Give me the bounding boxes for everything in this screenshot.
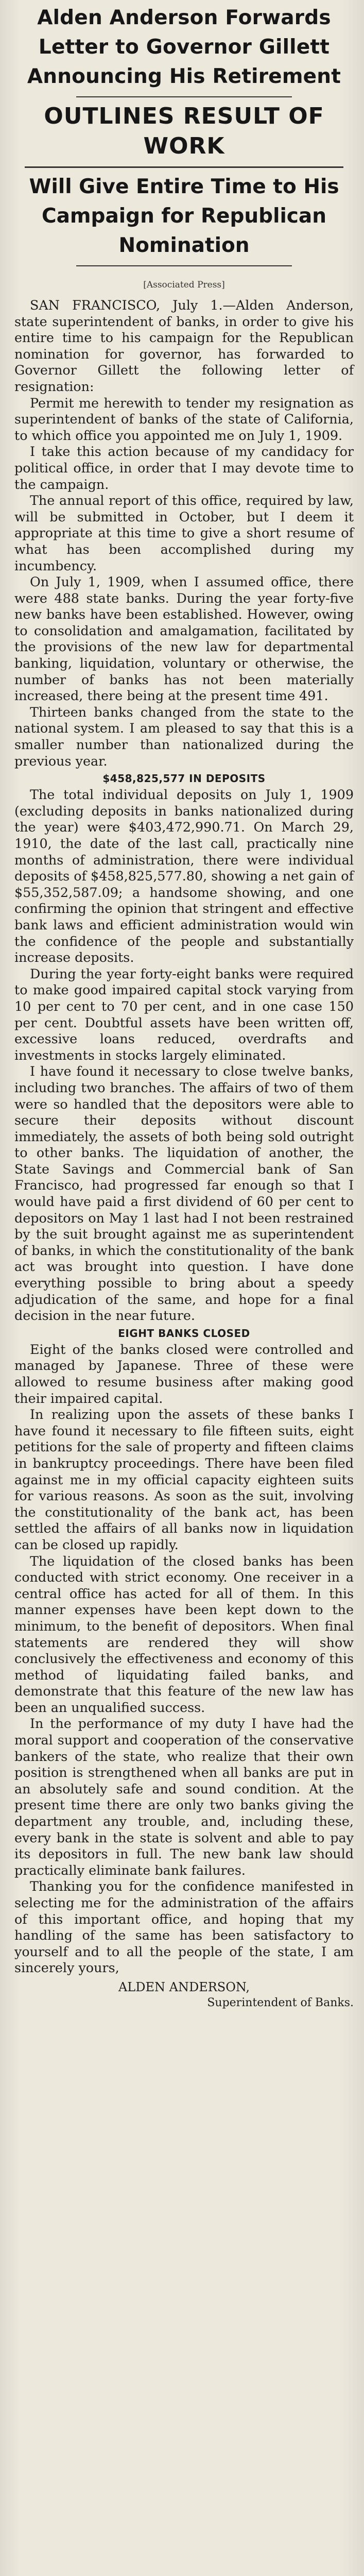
wire-credit: [Associated Press] (143, 280, 225, 290)
headline-rule (25, 166, 343, 168)
headline-rule (76, 265, 292, 266)
article-paragraph: Thirteen banks changed from the state to the national system. I am pleased to say that this is a smaller number than nationalized during the previous year. (14, 704, 354, 769)
article-paragraph: I have found it necessary to close twelve banks, including two branches. The affairs of two of them were so handled that the depositors were able to secure their deposits without discount immediately, the assets of both being sold outright to other banks. The liquidation of another, the State Savings and Commercial bank of San Francisco, had progressed far enough so that I would have paid a first dividend of 60 per cent to depositors on May 1 last had I not been restrained by the suit brought against me as superintendent of banks, in which the constitutionality of the bank act was brought into question. I have done everything possible to bring about a speedy adjudication of the same, and hope for a final decision in the near future. (14, 1063, 354, 1324)
article-paragraph: During the year forty-eight banks were required to make good impaired capital stock varying from 10 per cent to 70 per cent, and in one case 150 per cent. Doubtful assets have been written off, excessive loans reduced, overdrafts and investments in stocks largely eliminated. (14, 965, 354, 1063)
headline-deck-3: Will Give Entire Time to His Campaign for Republican Nomination (29, 175, 339, 257)
section-subhead: $458,825,577 IN DEPOSITS (102, 772, 266, 785)
article-paragraph: Permit me herewith to tender my resignation as superintendent of banks of the state of California, to which office you appointed me on July 1, 1909. (14, 395, 354, 443)
headline-deck-2: OUTLINES RESULT OF WORK (44, 103, 324, 159)
article-paragraph: In the performance of my duty I have had the moral support and cooperation of the conservative bankers of the state, who realize that their own position is strengthened when all banks are put in an absolutely safe and sound condition. At the present time there are only two banks giving the department any trouble, and, including these, every bank in the state is solvent and able to pay its depositors in full. The new bank law should practically eliminate bank failures. (14, 1716, 354, 1878)
headline-deck-1: Alden Anderson Forwards Letter to Governor Gillett Announcing His Retirement (27, 6, 341, 88)
article-body (14, 297, 354, 2011)
article-paragraph: Thanking you for the confidence manifested in selecting me for the administration of the affairs of this important office, and hoping that my handling of the same has been satisfactory to yourself and to all the people of the state, I am sincerely yours, (14, 1878, 354, 1976)
article-paragraph: In realizing upon the assets of these banks I have found it necessary to file fifteen suits, eight petitions for the sale of property and fifteen claims in bankruptcy proceedings. There have been filed against me in my official capacity eighteen suits for various reasons. As soon as the suit, involving the constitutionality of the bank act, has been settled the affairs of all banks now in liquidation can be closed up rapidly. (14, 1406, 354, 1552)
article-paragraph: SAN FRANCISCO, July 1.—Alden Anderson, state superintendent of banks, in order to give his entire time to his campaign for the Republican nomination for governor, has forwarded to Governor Gillett the following letter of resignation: (14, 297, 354, 394)
signature: ALDEN ANDERSON, (118, 1979, 250, 1994)
article-paragraph: The total individual deposits on July 1, 1909 (excluding deposits in banks nationalized during the year) were $403,472,990.71. On March 29, 1910, the date of the last call, practically nine months of administration, there were individual deposits of $458,825,577.80, showing a net gain of $55,352,587.09; a handsome showing, and one confirming the opinion that stringent and effective bank laws and efficient administration would win the confidence of the people and substantially increase deposits. (14, 787, 354, 965)
article-paragraph: On July 1, 1909, when I assumed office, there were 488 state banks. During the year forty-five new banks have been established. However, owing to consolidation and amalgamation, facilitated by the provisions of the new law for departmental banking, liquidation, voluntary or otherwise, the number of banks has not been materially increased, there being at the present time 491. (14, 574, 354, 704)
headline-block (14, 3, 354, 266)
article-paragraph: The annual report of this office, required by law, will be submitted in October, but I deem it appropriate at this time to give a short resume of what has been accomplished during my incumbency. (14, 493, 354, 573)
article-paragraph: The liquidation of the closed banks has been conducted with strict economy. One receiver in a central office has acted for all of them. In this manner expenses have been kept down to the minimum, to the benefit of depositors. When final statements are rendered they will show conclusively the effectiveness and economy of this method of liquidating failed banks, and demonstrate that this feature of the new law has been an unqualified success. (14, 1553, 354, 1715)
section-subhead: EIGHT BANKS CLOSED (118, 1327, 250, 1340)
headline-rule (76, 96, 292, 97)
signature-title: Superintendent of Banks. (207, 1996, 354, 2009)
article-paragraph: I take this action because of my candidacy for political office, in order that I may devote time to the campaign. (14, 444, 354, 492)
article-paragraph: Eight of the banks closed were controlled and managed by Japanese. Three of these were allowed to resume business after making good their impaired capital. (14, 1341, 354, 1406)
